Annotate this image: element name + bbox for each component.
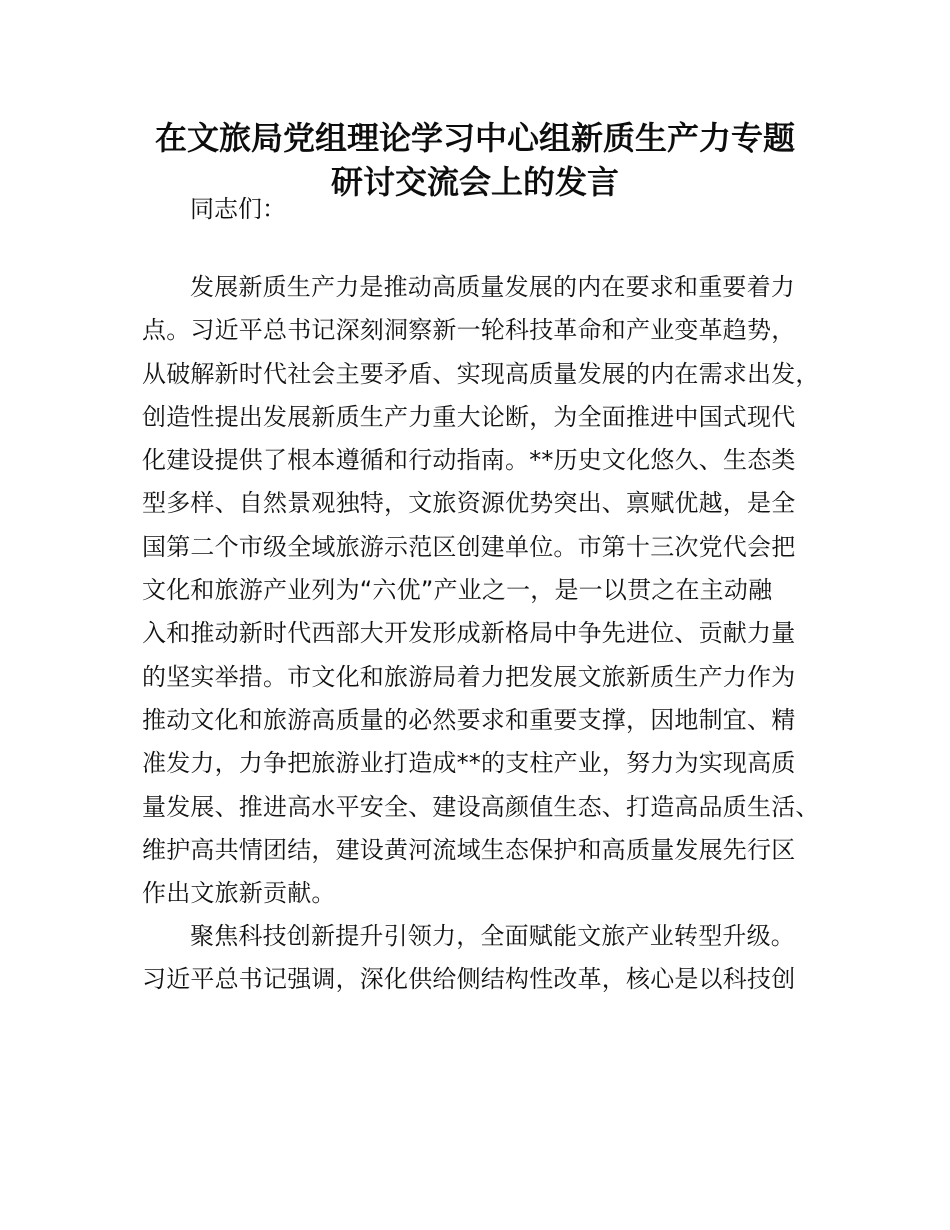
- paragraph-line: 文化和旅游产业列为“六优”产业之一，是一以贯之在主动融: [142, 576, 773, 605]
- paragraph-line: 化建设提供了根本遵循和行动指南。**历史文化悠久、生态类: [142, 446, 796, 475]
- paragraph-line: 入和推动新时代西部大开发形成新格局中争先进位、贡献力量: [142, 619, 796, 648]
- paragraph-line: 准发力，力争把旅游业打造成**的支柱产业，努力为实现高质: [142, 749, 796, 778]
- paragraph-line: 习近平总书记强调，深化供给侧结构性改革，核心是以科技创: [142, 965, 796, 994]
- paragraph-line: 型多样、自然景观独特，文旅资源优势突出、禀赋优越，是全: [142, 489, 796, 518]
- paragraph-line: 聚焦科技创新提升引领力，全面赋能文旅产业转型升级。: [190, 922, 795, 950]
- paragraph-line: 点。习近平总书记深刻洞察新一轮科技革命和产业变革趋势，: [142, 316, 796, 345]
- paragraph-1: [142, 266, 842, 915]
- paragraph-line: 的坚实举措。市文化和旅游局着力把发展文旅新质生产力作为: [142, 662, 796, 691]
- paragraph-line: 量发展、推进高水平安全、建设高颜值生态、打造高品质生活、: [142, 792, 820, 821]
- paragraph-line: 推动文化和旅游高质量的必然要求和重要支撑，因地制宜、精: [142, 705, 796, 734]
- salutation: 同志们：: [190, 195, 286, 223]
- paragraph-line: 作出文旅新贡献。: [142, 879, 336, 908]
- paragraph-line: 发展新质生产力是推动高质量发展的内在要求和重要着力: [190, 273, 795, 301]
- paragraph-2: [142, 915, 842, 1002]
- paragraph-line: 国第二个市级全域旅游示范区创建单位。市第十三次党代会把: [142, 532, 796, 561]
- document-title-line-2: 研讨交流会上的发言: [330, 163, 619, 201]
- paragraph-line: 从破解新时代社会主要矛盾、实现高质量发展的内在需求出发，: [142, 359, 820, 388]
- document-title-line-1: 在文旅局党组理论学习中心组新质生产力专题: [154, 119, 795, 157]
- paragraph-line: 创造性提出发展新质生产力重大论断，为全面推进中国式现代: [142, 402, 796, 431]
- paragraph-line: 维护高共情团结，建设黄河流域生态保护和高质量发展先行区: [142, 835, 796, 864]
